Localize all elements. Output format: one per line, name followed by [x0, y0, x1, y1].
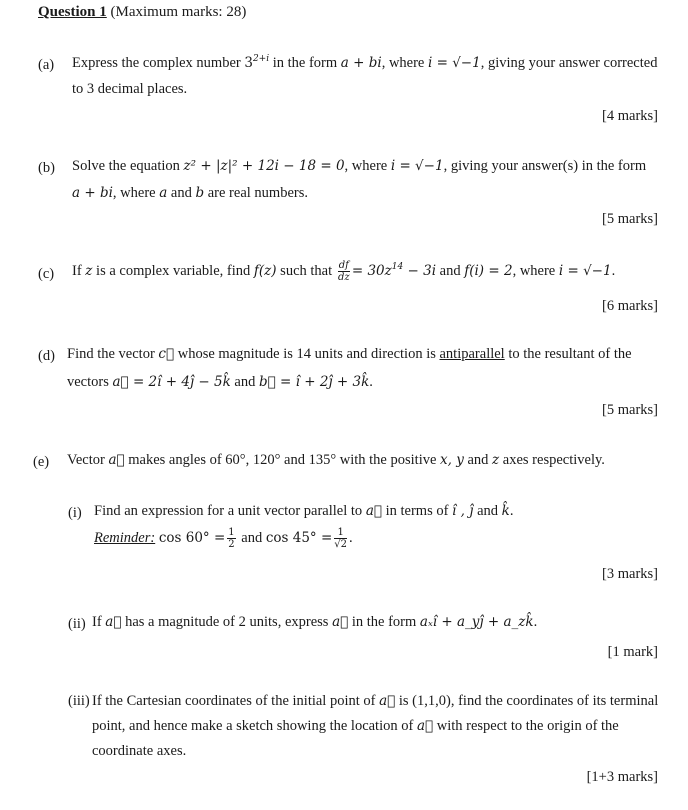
math-eq: z² + |z|² + 12i − 18 = 0	[183, 158, 345, 174]
math-vector-a: a⃗ = 2î + 4ĵ − 5k̂	[112, 374, 231, 390]
math-units: î , ĵ	[452, 503, 474, 519]
part-b-marks: [5 marks]	[602, 211, 658, 227]
text: with respect to the origin of the	[433, 718, 619, 734]
math-b: b	[195, 185, 205, 201]
part-b-line2	[72, 185, 308, 202]
math-i: i = √−1	[558, 262, 612, 279]
text: vectors	[67, 374, 113, 390]
part-a-line2: to 3 decimal places.	[72, 81, 188, 97]
part-c-line1	[72, 260, 615, 283]
part-d-line1	[67, 346, 632, 363]
text: , where	[344, 158, 391, 174]
part-e-iii-line3: coordinate axes.	[92, 743, 187, 759]
math-cos60: cos 60° =	[158, 529, 226, 546]
part-e-iii-line2	[92, 718, 619, 735]
text: , giving your answer(s) in the form	[443, 158, 647, 174]
text: If	[92, 614, 106, 630]
text: has a magnitude of 2 units, express	[121, 614, 333, 630]
part-c-marks: [6 marks]	[602, 298, 658, 314]
text: Solve the equation	[72, 158, 184, 174]
math-a: a⃗	[379, 693, 396, 709]
text: , where	[381, 55, 428, 71]
part-a-line1	[72, 55, 657, 72]
fraction-half: $\frac{1}{2}$	[228, 527, 235, 550]
text: axes respectively.	[499, 452, 605, 468]
part-c-label: (c)	[38, 266, 55, 282]
text: .	[349, 529, 353, 546]
math-form: a + bi	[72, 185, 113, 201]
part-e-label: (e)	[33, 454, 50, 470]
part-e-i-reminder	[94, 527, 353, 550]
math-fz: f(z)	[253, 262, 277, 279]
text: Vector	[67, 452, 109, 468]
maximum-marks: (Maximum marks: 28)	[110, 4, 247, 20]
math-i: i = √−1	[427, 55, 481, 71]
text: , where	[512, 262, 559, 279]
text: in terms of	[381, 503, 453, 519]
text: to the resultant of the	[504, 346, 632, 362]
text: If	[72, 262, 86, 279]
part-d-line2	[67, 374, 373, 391]
math-z: z	[492, 452, 500, 468]
part-e-i-label: (i)	[68, 505, 82, 521]
math-vector-b: b⃗ = î + 2ĵ + 3k̂	[258, 374, 370, 390]
fraction-root2: $\frac{1}{√2}$	[334, 527, 348, 550]
math-a: a⃗	[105, 614, 122, 630]
text: .	[533, 614, 538, 630]
text: Find an expression for a unit vector parallel to	[94, 503, 366, 519]
math-a: a⃗	[332, 614, 349, 630]
math-axes: x, y	[440, 452, 464, 468]
text: and	[473, 503, 502, 519]
text: and	[436, 262, 465, 279]
question-header	[38, 4, 246, 21]
math-a: a⃗	[416, 718, 434, 734]
text: .	[509, 503, 514, 519]
math-component-form: aₓî + a_yĵ + a_zk̂	[419, 614, 534, 630]
math-cos45: cos 45° =	[265, 529, 333, 546]
derivative-fraction: $\frac{df}{dz}$	[337, 260, 350, 283]
math-i: i = √−1	[390, 158, 444, 174]
text: If the Cartesian coordinates of the initial point of	[92, 693, 380, 709]
part-e-i-marks: [3 marks]	[602, 566, 658, 582]
math-eq: = $30z^{14} - 3i$	[351, 261, 437, 279]
part-a-label: (a)	[38, 57, 55, 73]
text: , giving your answer corrected	[480, 55, 658, 71]
part-e-iii-marks: [1+3 marks]	[586, 769, 658, 785]
part-e-ii-line1	[92, 614, 537, 631]
text: in the form	[348, 614, 420, 630]
text: .	[369, 374, 373, 390]
text: such that	[276, 262, 336, 279]
part-e-ii-marks: [1 mark]	[607, 644, 658, 660]
part-b-label: (b)	[38, 160, 55, 176]
antiparallel-underlined: antiparallel	[439, 346, 505, 362]
text: .	[611, 262, 616, 279]
part-b-line1	[72, 158, 646, 175]
math-expr: $3^{2+i}$	[244, 54, 270, 71]
text: , where	[112, 185, 160, 201]
part-d-marks: [5 marks]	[602, 402, 658, 418]
text: is (1,1,0), find the coordinates of its terminal	[395, 693, 659, 709]
part-e-i-line1	[94, 503, 513, 520]
text: is a complex variable, find	[92, 262, 254, 279]
text: and	[237, 529, 266, 546]
math-k: k̂	[501, 503, 510, 519]
text: makes angles of 60°, 120° and 135° with the positive	[124, 452, 441, 468]
part-d-label: (d)	[38, 348, 55, 364]
math-c: c⃗	[158, 346, 175, 362]
text: point, and hence make a sketch showing the location of	[92, 718, 417, 734]
text: whose magnitude is 14 units and direction is	[174, 346, 440, 362]
math-a: a⃗	[365, 503, 382, 519]
part-e-iii-label: (iii)	[68, 693, 90, 709]
text: are real numbers.	[204, 185, 308, 201]
math-a: a	[159, 185, 168, 201]
part-e-ii-label: (ii)	[68, 616, 86, 632]
math-form: a + bi	[340, 55, 382, 71]
question-number: Question 1	[38, 4, 107, 20]
text: and	[463, 452, 493, 468]
text: Express the complex number	[72, 55, 245, 71]
text: Find the vector	[67, 346, 159, 362]
math-a: a⃗	[108, 452, 125, 468]
math-z: z	[85, 262, 93, 279]
text: and	[167, 185, 196, 201]
part-a-marks: [4 marks]	[602, 108, 658, 124]
text: and	[230, 374, 259, 390]
part-e-line1	[67, 452, 605, 469]
text: in the form	[269, 55, 341, 71]
math-fi: f(i) = 2	[464, 262, 513, 279]
part-e-iii-line1	[92, 693, 658, 710]
reminder-label: Reminder:	[94, 529, 156, 546]
